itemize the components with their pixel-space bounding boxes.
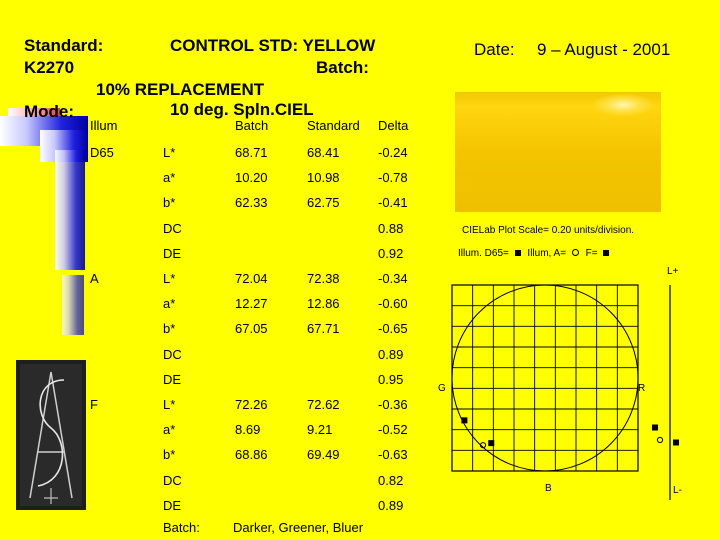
plot-frame xyxy=(452,285,638,471)
cell-label: a* xyxy=(163,422,176,438)
batch-label: Batch: xyxy=(316,58,369,77)
color-swatch xyxy=(455,92,661,212)
cell-delta: 0.92 xyxy=(378,245,404,261)
cell-batch: 68.86 xyxy=(235,447,268,463)
cell-standard: 68.41 xyxy=(307,145,340,160)
batch-note-value: Darker, Greener, Bluer xyxy=(233,520,364,535)
illuminant-label: F xyxy=(90,397,98,412)
chart-legend xyxy=(458,248,609,259)
cell-label: b* xyxy=(163,195,176,211)
cell-standard: 9.21 xyxy=(307,422,333,438)
legend-a-marker xyxy=(572,249,579,256)
cell-standard: 10.98 xyxy=(307,170,340,186)
batch-note-label: Batch: xyxy=(163,520,200,535)
cell-standard: 72.62 xyxy=(307,397,340,412)
blue-gradient-bar xyxy=(55,150,85,270)
cell-label: L* xyxy=(163,271,176,286)
cell-delta: -0.24 xyxy=(378,145,408,160)
ab-point-f xyxy=(488,440,494,446)
legend-a-label: Illum, A= xyxy=(527,248,567,259)
cell-label: b* xyxy=(163,447,176,463)
illuminant-label: D65 xyxy=(90,145,114,160)
axis-label-l-minus: L- xyxy=(673,485,682,496)
cell-label: L* xyxy=(163,397,176,412)
cell-delta: -0.36 xyxy=(378,397,408,412)
logo xyxy=(16,360,86,510)
cell-batch: 12.27 xyxy=(235,296,268,312)
blue-gradient-bar xyxy=(62,275,84,335)
legend-f-label: F= xyxy=(585,248,598,259)
axis-label-blue: B xyxy=(545,483,552,494)
l-point-f xyxy=(673,440,679,446)
axis-label-l-plus: L+ xyxy=(667,266,679,277)
cell-standard: 72.38 xyxy=(307,271,340,286)
cell-standard: 67.71 xyxy=(307,321,340,337)
cell-label: DC xyxy=(163,346,182,362)
cell-delta: 0.82 xyxy=(378,472,404,488)
cell-delta: 0.88 xyxy=(378,220,404,236)
cell-delta: -0.52 xyxy=(378,422,408,438)
standard-id: K2270 xyxy=(24,58,75,77)
replacement-label: 10% REPLACEMENT xyxy=(96,80,265,99)
illuminant-label: A xyxy=(90,271,99,286)
cell-delta: -0.78 xyxy=(378,170,408,186)
cell-batch: 72.04 xyxy=(235,271,268,286)
control-standard-title: CONTROL STD: YELLOW xyxy=(170,36,376,55)
cell-label: L* xyxy=(163,145,176,160)
swatch-highlight xyxy=(593,94,653,116)
chart-title: CIELab Plot Scale= 0.20 units/division. xyxy=(462,225,635,236)
cell-label: DE xyxy=(163,497,182,513)
cell-delta: 0.89 xyxy=(378,346,404,362)
ab-point-d65 xyxy=(461,417,467,423)
axis-label-green: G xyxy=(438,383,446,394)
cell-delta: -0.63 xyxy=(378,447,408,463)
cell-label: DE xyxy=(163,371,182,387)
cell-batch: 67.05 xyxy=(235,321,268,337)
standard-label: Standard: xyxy=(24,36,104,55)
axis-label-red: R xyxy=(638,383,646,394)
cell-batch: 68.71 xyxy=(235,145,268,160)
legend-f-marker xyxy=(603,250,609,256)
mode-value: 10 deg. Spln.CIEL xyxy=(170,100,314,119)
logo-mark xyxy=(16,360,86,510)
column-header-batch: Batch xyxy=(235,118,269,133)
cell-batch: 8.69 xyxy=(235,422,261,438)
cell-batch: 72.26 xyxy=(235,397,268,412)
cell-delta: 0.95 xyxy=(378,371,404,387)
cell-standard: 12.86 xyxy=(307,296,340,312)
cell-standard: 62.75 xyxy=(307,195,340,211)
cell-label: DE xyxy=(163,245,182,261)
cell-label: a* xyxy=(163,296,176,312)
plot-circle xyxy=(452,285,638,471)
column-header-illum: Illum xyxy=(90,118,118,133)
cell-label: DC xyxy=(163,472,182,488)
cell-delta: 0.89 xyxy=(378,497,404,513)
cell-label: DC xyxy=(163,220,182,236)
legend-d65-marker xyxy=(515,250,521,256)
l-point-a xyxy=(657,437,662,442)
cell-delta: -0.65 xyxy=(378,321,408,337)
cell-standard: 69.49 xyxy=(307,447,340,463)
cell-delta: -0.60 xyxy=(378,296,408,312)
date-label: Date: xyxy=(474,40,515,59)
cell-delta: -0.34 xyxy=(378,271,408,286)
legend-d65-label: Illum. D65= xyxy=(458,248,509,259)
cell-label: a* xyxy=(163,170,176,186)
cell-delta: -0.41 xyxy=(378,195,408,211)
column-header-delta: Delta xyxy=(378,118,409,133)
cielab-plot xyxy=(430,260,720,500)
column-header-standard: Standard xyxy=(307,118,360,133)
l-point-d65 xyxy=(652,425,658,431)
mode-label: Mode: xyxy=(24,102,75,121)
date-value: 9 – August - 2001 xyxy=(537,40,671,59)
cell-label: b* xyxy=(163,321,176,337)
cell-batch: 10.20 xyxy=(235,170,268,186)
cell-batch: 62.33 xyxy=(235,195,268,211)
